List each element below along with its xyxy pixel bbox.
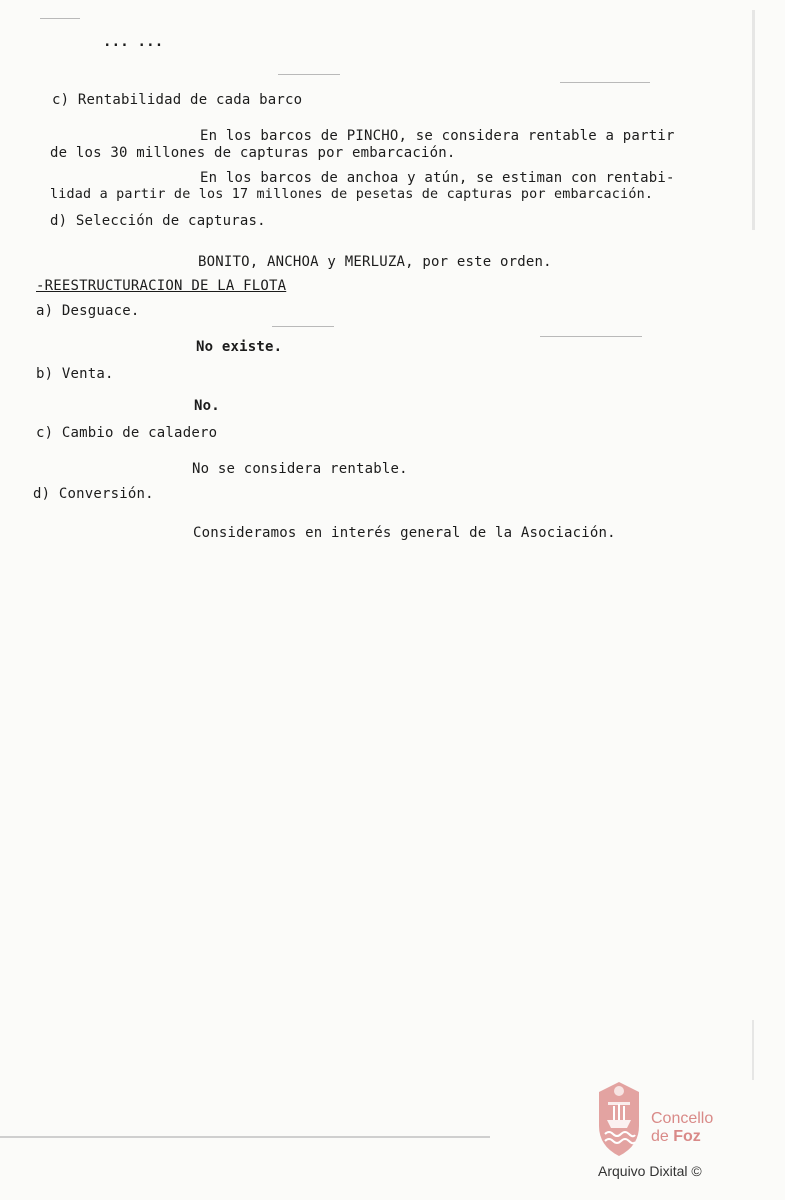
answer-d: Consideramos en interés general de la Asociación. (193, 525, 616, 541)
item-d-seleccion: d) Selección de capturas. (50, 213, 266, 229)
section-heading-reestructuracion: -REESTRUCTURACION DE LA FLOTA (36, 278, 287, 294)
scan-bottom-rule (0, 1136, 490, 1138)
answer-b: No. (194, 398, 220, 414)
archive-label: Arquivo Dixital © (598, 1163, 702, 1179)
top-mark: ... ... (103, 34, 164, 50)
answer-c: No se considera rentable. (192, 461, 408, 477)
scan-edge-mark (752, 10, 755, 230)
item-c-rentabilidad: c) Rentabilidad de cada barco (52, 92, 303, 108)
paragraph-anchoa-line-2: lidad a partir de los 17 millones de pesetas de capturas por embarcación. (50, 187, 654, 202)
logo-line-1: Concello (651, 1110, 714, 1127)
scan-speck (40, 18, 80, 19)
item-c-cambio: c) Cambio de caladero (36, 425, 218, 441)
logo-line-2 (651, 1128, 701, 1146)
concello-foz-logo (592, 1080, 742, 1160)
logo-line-2-bold: Foz (673, 1128, 701, 1145)
scan-edge-mark (752, 1020, 754, 1080)
scan-speck (560, 82, 650, 83)
paragraph-bonito: BONITO, ANCHOA y MERLUZA, por este orden. (198, 254, 552, 270)
scan-speck (272, 326, 334, 327)
item-d-conversion: d) Conversión. (33, 486, 154, 502)
logo-line-2-prefix: de (651, 1128, 674, 1145)
concello-foz-crest-icon (592, 1080, 646, 1160)
scan-speck (278, 74, 340, 75)
item-a-desguace: a) Desguace. (36, 303, 140, 319)
paragraph-anchoa-line-1: En los barcos de anchoa y atún, se estiman con rentabi- (200, 170, 675, 186)
scan-speck (540, 336, 642, 337)
paragraph-pincho-line-2: de los 30 millones de capturas por embarcación. (50, 145, 456, 161)
answer-a: No existe. (196, 339, 283, 355)
item-b-venta: b) Venta. (36, 366, 114, 382)
paragraph-pincho-line-1: En los barcos de PINCHO, se considera rentable a partir (200, 128, 675, 144)
